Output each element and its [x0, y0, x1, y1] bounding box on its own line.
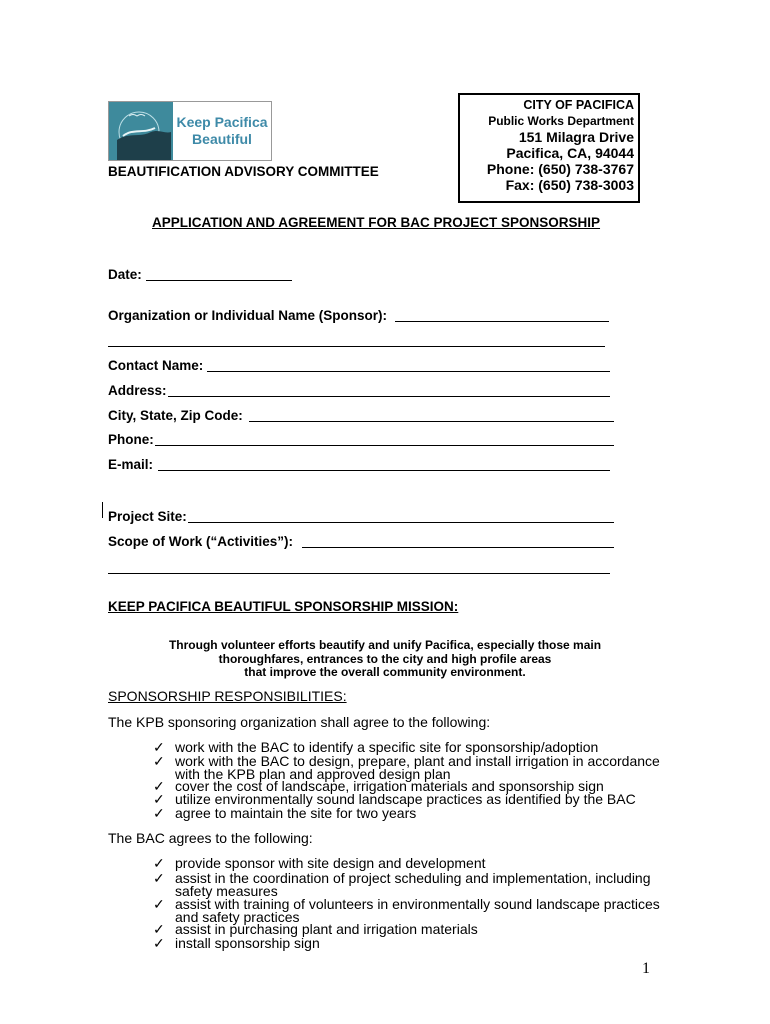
fax-number: Fax: (650) 738-3003	[505, 177, 634, 193]
phone-field[interactable]	[155, 445, 614, 446]
checkmark-icon: ✓	[153, 805, 165, 821]
mission-text-line2: thoroughfares, entrances to the city and high profile areas	[218, 652, 552, 666]
city-state-zip-label: City, State, Zip Code:	[108, 408, 243, 423]
list-item: ✓ assist in purchasing plant and irrigation materials	[153, 921, 478, 937]
date-field[interactable]	[146, 280, 292, 281]
list-item: ✓ cover the cost of landscape, irrigation materials and sponsorship sign	[153, 778, 604, 794]
address-field[interactable]	[168, 396, 610, 397]
department-name: Public Works Department	[488, 114, 634, 128]
list-item: ✓ work with the BAC to design, prepare, plant and install irrigation in accordance	[153, 753, 660, 769]
list-item: ✓ provide sponsor with site design and development	[153, 855, 486, 871]
city-state-zip-address: Pacifica, CA, 94044	[506, 145, 634, 161]
responsibilities-heading: SPONSORSHIP RESPONSIBILITIES:	[108, 688, 347, 704]
email-field[interactable]	[158, 470, 610, 471]
contact-name-field[interactable]	[207, 371, 610, 372]
address-label: Address:	[108, 383, 167, 398]
document-title: APPLICATION AND AGREEMENT FOR BAC PROJECT SPONSORSHIP	[152, 215, 601, 230]
checkmark-icon: ✓	[153, 739, 165, 755]
scope-of-work-field-continued[interactable]	[108, 573, 610, 574]
org-name-field[interactable]	[395, 321, 609, 322]
mission-heading: KEEP PACIFICA BEAUTIFUL SPONSORSHIP MISSION:	[108, 599, 459, 614]
kpb-intro: The KPB sponsoring organization shall agree to the following:	[108, 714, 491, 730]
list-item: ✓ utilize environmentally sound landscape practices as identified by the BAC	[153, 791, 636, 807]
contact-name-label: Contact Name:	[108, 358, 204, 373]
bac-intro: The BAC agrees to the following:	[108, 830, 313, 846]
list-item-continued: with the KPB plan and approved design plan	[175, 766, 451, 782]
date-label: Date:	[108, 267, 142, 282]
checkmark-icon: ✓	[153, 935, 165, 951]
city-name: CITY OF PACIFICA	[523, 98, 634, 112]
checkmark-icon: ✓	[153, 896, 165, 912]
phone-label: Phone:	[108, 432, 154, 447]
email-label: E-mail:	[108, 457, 154, 472]
city-state-zip-field[interactable]	[249, 421, 614, 422]
checkmark-icon: ✓	[153, 855, 165, 871]
logo-text-line2: Beautiful	[192, 131, 252, 147]
street-address: 151 Milagra Drive	[518, 129, 634, 145]
mission-text-line1: Through volunteer efforts beautify and unify Pacifica, especially those main	[168, 638, 602, 652]
list-item: ✓ work with the BAC to identify a specific site for sponsorship/adoption	[153, 739, 599, 755]
checkmark-icon: ✓	[153, 791, 165, 807]
list-item: ✓ agree to maintain the site for two years	[153, 805, 417, 821]
checkmark-icon: ✓	[153, 753, 165, 769]
list-item-continued: and safety practices	[175, 909, 300, 925]
phone-number: Phone: (650) 738-3767	[486, 161, 634, 177]
project-site-field[interactable]	[188, 522, 614, 523]
keep-pacifica-beautiful-logo	[108, 101, 272, 161]
scope-of-work-field[interactable]	[302, 547, 614, 548]
text-cursor-mark	[102, 502, 103, 518]
list-item: ✓ assist with training of volunteers in environmentally sound landscape practices	[153, 896, 660, 912]
org-name-label: Organization or Individual Name (Sponsor):	[108, 308, 388, 323]
checkmark-icon: ✓	[153, 778, 165, 794]
checkmark-icon: ✓	[153, 870, 165, 886]
project-site-label: Project Site:	[108, 509, 187, 524]
logo-emblem-icon	[109, 102, 173, 160]
logo-text-line1: Keep Pacifica	[176, 114, 268, 130]
list-item: ✓ install sponsorship sign	[153, 935, 320, 951]
scope-of-work-label: Scope of Work (“Activities”):	[108, 534, 294, 549]
page-number: 1	[642, 960, 650, 977]
checkmark-icon: ✓	[153, 921, 165, 937]
list-item-continued: safety measures	[175, 883, 278, 899]
mission-text-line3: that improve the overall community environment.	[244, 665, 526, 679]
list-item: ✓ assist in the coordination of project scheduling and implementation, including	[153, 870, 651, 886]
org-name-field-continued[interactable]	[108, 346, 605, 347]
committee-name: BEAUTIFICATION ADVISORY COMMITTEE	[108, 164, 379, 179]
